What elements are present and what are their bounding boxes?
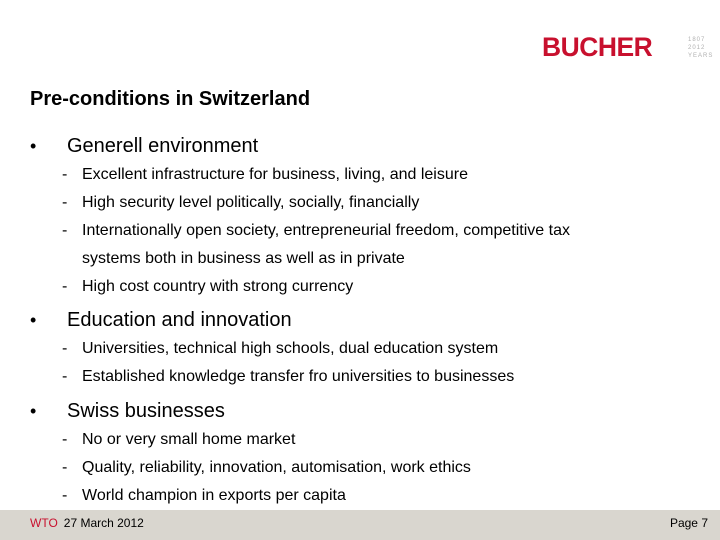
anniversary-years <box>688 36 712 60</box>
footer-org: WTO <box>30 516 58 530</box>
dash-icon: - <box>62 431 68 448</box>
years-end: 2012 <box>688 45 706 51</box>
list-item-text: Established knowledge transfer fro universities to businesses <box>82 368 515 385</box>
list-item-text: World champion in exports per capita <box>82 487 346 504</box>
page-number: Page 7 <box>669 516 708 530</box>
section-heading-text: Education and innovation <box>67 309 292 331</box>
section-heading-text: Swiss businesses <box>67 400 225 422</box>
footer-date: 27 March 2012 <box>63 516 144 530</box>
list-item-text: No or very small home market <box>82 431 296 448</box>
footer-info <box>30 516 144 530</box>
dash-icon: - <box>62 166 68 183</box>
footer-bar <box>0 510 720 540</box>
list-item-text: Excellent infrastructure for business, living, and leisure <box>82 166 468 183</box>
bullet-icon: • <box>30 136 37 156</box>
dash-icon: - <box>62 459 68 476</box>
list-item-text: Universities, technical high schools, dual education system <box>82 340 499 357</box>
dash-icon: - <box>62 368 68 385</box>
dash-icon: - <box>62 278 68 295</box>
bullet-icon: • <box>30 310 37 330</box>
dash-icon: - <box>62 340 68 357</box>
bullet-icon: • <box>30 401 37 421</box>
years-label: YEARS <box>688 53 714 59</box>
list-item-continuation: systems both in business as well as in private <box>82 250 405 267</box>
slide-title: Pre-conditions in Switzerland <box>30 88 311 110</box>
years-start: 1807 <box>688 37 706 43</box>
section-heading-text: Generell environment <box>67 135 259 157</box>
list-item-text: High cost country with strong currency <box>82 278 354 295</box>
list-item-text: Quality, reliability, innovation, automisation, work ethics <box>82 459 471 476</box>
bucher-logo: BUCHER <box>542 32 653 62</box>
list-item-text: High security level politically, socially, financially <box>82 194 420 211</box>
list-item-text: Internationally open society, entrepreneurial freedom, competitive tax <box>82 222 570 239</box>
dash-icon: - <box>62 222 68 239</box>
dash-icon: - <box>62 487 68 504</box>
dash-icon: - <box>62 194 68 211</box>
